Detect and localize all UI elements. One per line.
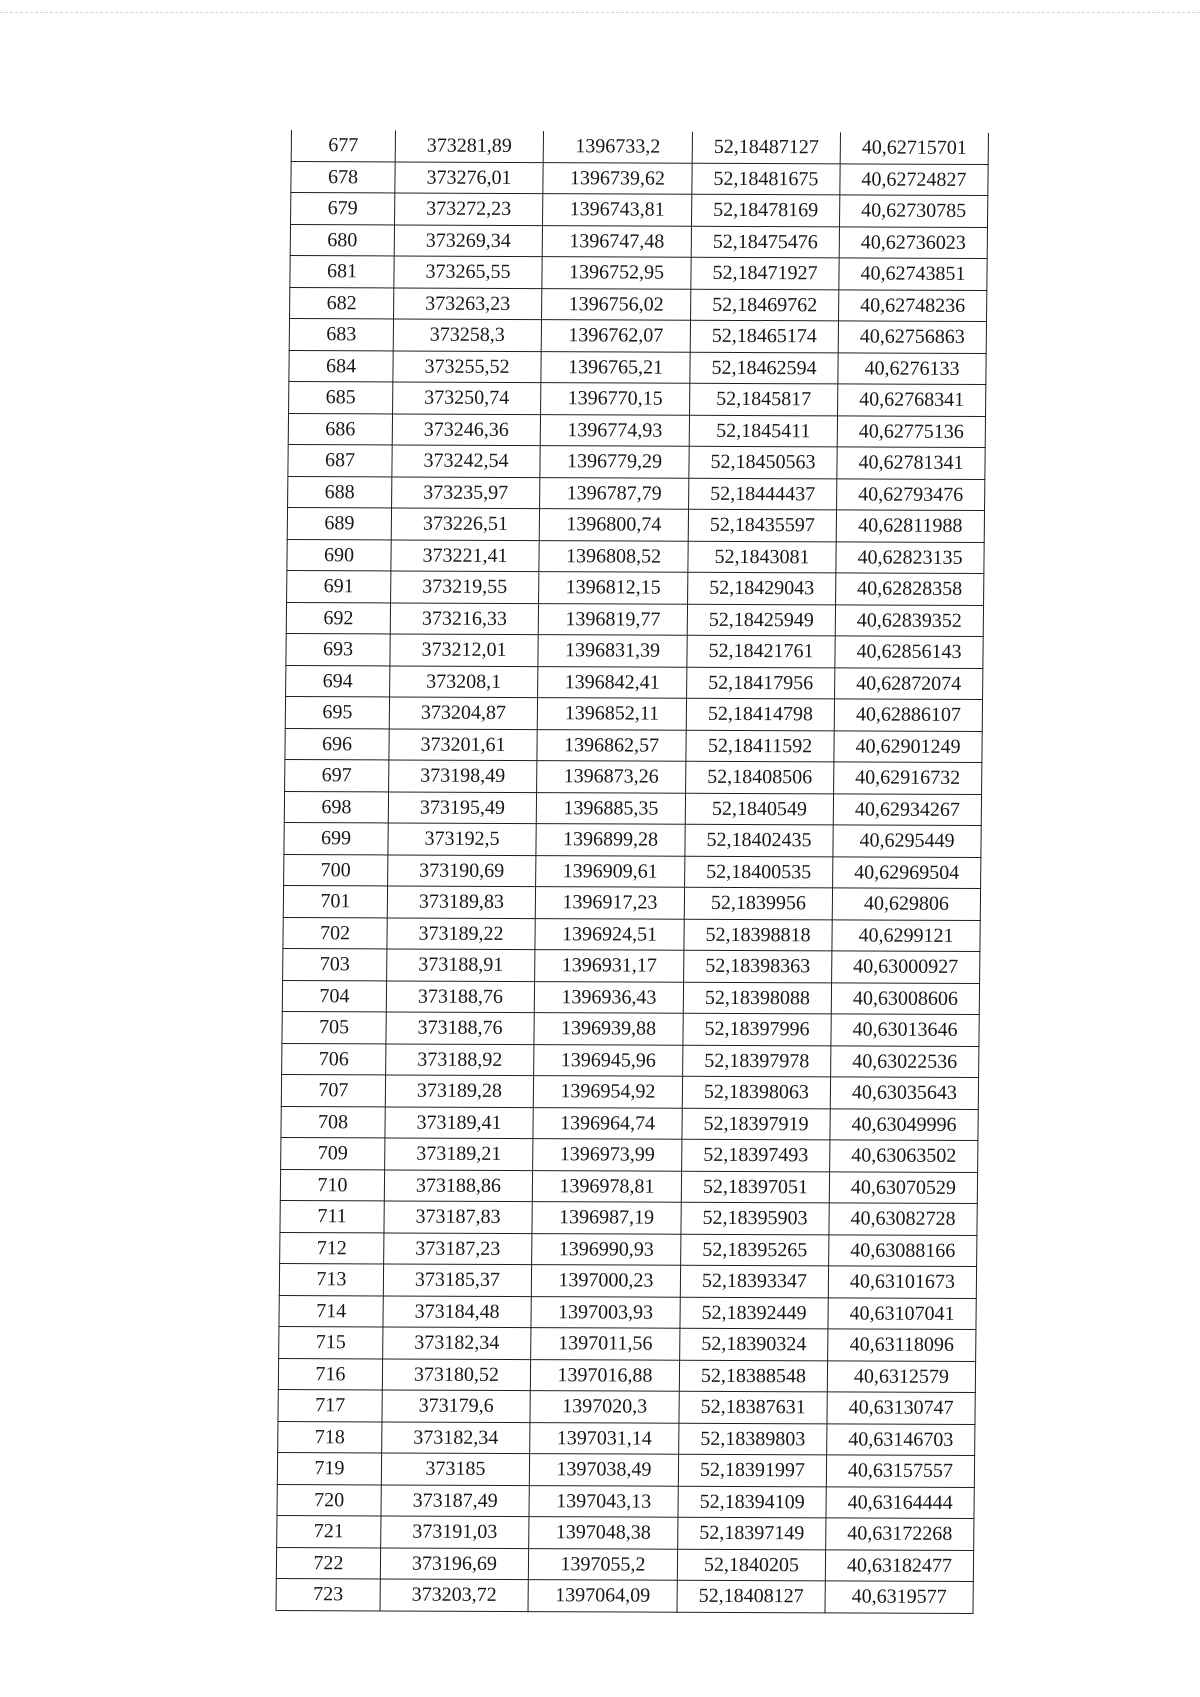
table-row xyxy=(280,1169,977,1204)
table-row xyxy=(277,1452,974,1487)
point-number-cell: 701 xyxy=(283,885,387,917)
x-coordinate-cell: 373269,34 xyxy=(394,224,542,256)
point-number-cell: 719 xyxy=(277,1452,381,1484)
x-coordinate-cell: 373221,41 xyxy=(391,539,539,571)
table-row xyxy=(281,1137,978,1172)
point-number-cell: 711 xyxy=(280,1200,384,1232)
y-coordinate-cell: 1396917,23 xyxy=(535,887,684,919)
y-coordinate-cell: 1396945,96 xyxy=(534,1044,683,1076)
point-number-cell: 697 xyxy=(285,759,389,791)
point-number-cell: 712 xyxy=(280,1232,384,1264)
y-coordinate-cell: 1396936,43 xyxy=(534,981,683,1013)
x-coordinate-cell: 373180,52 xyxy=(382,1358,530,1390)
latitude-cell: 52,18462594 xyxy=(690,352,838,384)
x-coordinate-cell: 373265,55 xyxy=(394,256,542,288)
x-coordinate-cell: 373258,3 xyxy=(393,319,541,351)
y-coordinate-cell: 1396885,35 xyxy=(536,792,685,824)
table-row xyxy=(287,507,984,542)
x-coordinate-cell: 373272,23 xyxy=(395,193,543,225)
longitude-cell: 40,629806 xyxy=(832,888,980,920)
y-coordinate-cell: 1396909,61 xyxy=(536,855,685,887)
latitude-cell: 52,18435597 xyxy=(688,509,836,541)
latitude-cell: 52,1840549 xyxy=(685,793,833,825)
latitude-cell: 52,18390324 xyxy=(680,1328,828,1360)
x-coordinate-cell: 373188,92 xyxy=(386,1043,534,1075)
table-row xyxy=(290,224,987,259)
latitude-cell: 52,18397996 xyxy=(683,1013,831,1045)
latitude-cell: 52,18397149 xyxy=(678,1517,826,1549)
table-row xyxy=(288,413,985,448)
table-row xyxy=(282,980,979,1015)
point-number-cell: 700 xyxy=(284,854,388,886)
point-number-cell: 713 xyxy=(279,1263,383,1295)
point-number-cell: 705 xyxy=(282,1011,386,1043)
longitude-cell: 40,63182477 xyxy=(825,1549,973,1581)
point-number-cell: 709 xyxy=(281,1137,385,1169)
longitude-cell: 40,62781341 xyxy=(837,447,985,479)
longitude-cell: 40,6295449 xyxy=(833,825,981,857)
y-coordinate-cell: 1396774,93 xyxy=(540,414,689,446)
y-coordinate-cell: 1396747,48 xyxy=(542,225,691,257)
x-coordinate-cell: 373242,54 xyxy=(392,445,540,477)
latitude-cell: 52,18397493 xyxy=(682,1139,830,1171)
y-coordinate-cell: 1396964,74 xyxy=(533,1107,682,1139)
longitude-cell: 40,62736023 xyxy=(839,226,987,258)
y-coordinate-cell: 1396762,07 xyxy=(541,320,690,352)
latitude-cell: 52,1845817 xyxy=(690,383,838,415)
table-row xyxy=(281,1074,978,1109)
longitude-cell: 40,6312579 xyxy=(827,1360,975,1392)
y-coordinate-cell: 1396819,77 xyxy=(538,603,687,635)
scan-top-edge-line xyxy=(0,12,1200,13)
table-row xyxy=(279,1326,976,1361)
longitude-cell: 40,6319577 xyxy=(825,1581,973,1613)
x-coordinate-cell: 373187,23 xyxy=(384,1232,532,1264)
x-coordinate-cell: 373188,76 xyxy=(386,1012,534,1044)
latitude-cell: 52,18397978 xyxy=(683,1045,831,1077)
point-number-cell: 714 xyxy=(279,1295,383,1327)
latitude-cell: 52,18395265 xyxy=(681,1234,829,1266)
x-coordinate-cell: 373189,41 xyxy=(385,1106,533,1138)
y-coordinate-cell: 1397020,3 xyxy=(530,1391,679,1423)
table-row xyxy=(289,319,986,354)
x-coordinate-cell: 373189,22 xyxy=(387,917,535,949)
latitude-cell: 52,18421761 xyxy=(687,635,835,667)
latitude-cell: 52,18444437 xyxy=(689,478,837,510)
y-coordinate-cell: 1396939,88 xyxy=(534,1013,683,1045)
longitude-cell: 40,63049996 xyxy=(830,1108,978,1140)
x-coordinate-cell: 373185 xyxy=(381,1453,529,1485)
latitude-cell: 52,18398063 xyxy=(682,1076,830,1108)
table-row xyxy=(287,539,984,574)
x-coordinate-cell: 373195,49 xyxy=(388,791,536,823)
table-row xyxy=(280,1232,977,1267)
x-coordinate-cell: 373276,01 xyxy=(395,161,543,193)
y-coordinate-cell: 1397055,2 xyxy=(528,1548,677,1580)
latitude-cell: 52,18471927 xyxy=(691,257,839,289)
longitude-cell: 40,62901249 xyxy=(834,730,982,762)
longitude-cell: 40,63172268 xyxy=(826,1518,974,1550)
latitude-cell: 52,18481675 xyxy=(692,163,840,195)
longitude-cell: 40,63063502 xyxy=(830,1140,978,1172)
table-row xyxy=(284,822,981,857)
y-coordinate-cell: 1396924,51 xyxy=(535,918,684,950)
point-number-cell: 702 xyxy=(283,917,387,949)
point-number-cell: 679 xyxy=(291,193,395,225)
longitude-cell: 40,63000927 xyxy=(832,951,980,983)
latitude-cell: 52,18391997 xyxy=(678,1454,826,1486)
longitude-cell: 40,62775136 xyxy=(837,415,985,447)
x-coordinate-cell: 373198,49 xyxy=(389,760,537,792)
longitude-cell: 40,62730785 xyxy=(839,195,987,227)
latitude-cell: 52,18393347 xyxy=(680,1265,828,1297)
longitude-cell: 40,62969504 xyxy=(833,856,981,888)
table-row xyxy=(279,1295,976,1330)
longitude-cell: 40,63070529 xyxy=(829,1171,977,1203)
x-coordinate-cell: 373188,91 xyxy=(387,949,535,981)
point-number-cell: 699 xyxy=(284,822,388,854)
latitude-cell: 52,18389803 xyxy=(679,1423,827,1455)
table-row xyxy=(286,633,983,668)
point-number-cell: 707 xyxy=(281,1074,385,1106)
latitude-cell: 52,18394109 xyxy=(678,1486,826,1518)
x-coordinate-cell: 373201,61 xyxy=(389,728,537,760)
y-coordinate-cell: 1396862,57 xyxy=(537,729,686,761)
point-number-cell: 682 xyxy=(290,287,394,319)
table-row xyxy=(291,161,988,196)
point-number-cell: 691 xyxy=(287,570,391,602)
latitude-cell: 52,18397051 xyxy=(681,1171,829,1203)
table-row xyxy=(280,1200,977,1235)
point-number-cell: 683 xyxy=(289,319,393,351)
x-coordinate-cell: 373263,23 xyxy=(394,287,542,319)
x-coordinate-cell: 373187,83 xyxy=(384,1201,532,1233)
y-coordinate-cell: 1396990,93 xyxy=(532,1233,681,1265)
coordinates-table xyxy=(275,130,988,1614)
point-number-cell: 715 xyxy=(279,1326,383,1358)
x-coordinate-cell: 373216,33 xyxy=(390,602,538,634)
table-row xyxy=(286,602,983,637)
y-coordinate-cell: 1396808,52 xyxy=(539,540,688,572)
point-number-cell: 721 xyxy=(277,1515,381,1547)
table-row xyxy=(283,948,980,983)
table-row xyxy=(289,350,986,385)
latitude-cell: 52,18487127 xyxy=(692,132,840,164)
table-row xyxy=(286,665,983,700)
latitude-cell: 52,18392449 xyxy=(680,1297,828,1329)
point-number-cell: 686 xyxy=(288,413,392,445)
longitude-cell: 40,62828358 xyxy=(836,573,984,605)
y-coordinate-cell: 1397064,09 xyxy=(528,1580,677,1612)
table-row xyxy=(277,1515,974,1550)
longitude-cell: 40,63146703 xyxy=(827,1423,975,1455)
x-coordinate-cell: 373250,74 xyxy=(393,382,541,414)
table-row xyxy=(290,256,987,291)
longitude-cell: 40,63088166 xyxy=(829,1234,977,1266)
x-coordinate-cell: 373188,76 xyxy=(386,980,534,1012)
longitude-cell: 40,62768341 xyxy=(838,384,986,416)
table-row xyxy=(283,917,980,952)
point-number-cell: 677 xyxy=(291,130,395,161)
longitude-cell: 40,62756863 xyxy=(838,321,986,353)
latitude-cell: 52,18414798 xyxy=(686,698,834,730)
table-row xyxy=(284,854,981,889)
longitude-cell: 40,62724827 xyxy=(840,163,988,195)
table-row xyxy=(287,570,984,605)
table-row xyxy=(288,444,985,479)
table-row xyxy=(282,1043,979,1078)
y-coordinate-cell: 1396873,26 xyxy=(537,761,686,793)
longitude-cell: 40,63107041 xyxy=(828,1297,976,1329)
y-coordinate-cell: 1396899,28 xyxy=(536,824,685,856)
point-number-cell: 717 xyxy=(278,1389,382,1421)
longitude-cell: 40,62872074 xyxy=(835,667,983,699)
table-row xyxy=(278,1389,975,1424)
latitude-cell: 52,18475476 xyxy=(691,226,839,258)
latitude-cell: 52,18402435 xyxy=(685,824,833,856)
latitude-cell: 52,1839956 xyxy=(684,887,832,919)
longitude-cell: 40,6299121 xyxy=(832,919,980,951)
latitude-cell: 52,18387631 xyxy=(679,1391,827,1423)
x-coordinate-cell: 373184,48 xyxy=(383,1295,531,1327)
point-number-cell: 693 xyxy=(286,633,390,665)
longitude-cell: 40,63008606 xyxy=(831,982,979,1014)
latitude-cell: 52,18400535 xyxy=(685,856,833,888)
point-number-cell: 685 xyxy=(289,381,393,413)
point-number-cell: 718 xyxy=(278,1421,382,1453)
latitude-cell: 52,1843081 xyxy=(688,541,836,573)
x-coordinate-cell: 373281,89 xyxy=(395,130,543,162)
table-row xyxy=(285,728,982,763)
y-coordinate-cell: 1397011,56 xyxy=(531,1328,680,1360)
table-row xyxy=(279,1263,976,1298)
point-number-cell: 687 xyxy=(288,444,392,476)
y-coordinate-cell: 1396831,39 xyxy=(538,635,687,667)
y-coordinate-cell: 1396739,62 xyxy=(543,162,692,194)
x-coordinate-cell: 373189,21 xyxy=(385,1138,533,1170)
x-coordinate-cell: 373219,55 xyxy=(391,571,539,603)
point-number-cell: 680 xyxy=(290,224,394,256)
point-number-cell: 708 xyxy=(281,1106,385,1138)
table-row xyxy=(291,193,988,228)
table-row xyxy=(278,1358,975,1393)
longitude-cell: 40,62823135 xyxy=(836,541,984,573)
point-number-cell: 694 xyxy=(286,665,390,697)
latitude-cell: 52,18408506 xyxy=(686,761,834,793)
x-coordinate-cell: 373190,69 xyxy=(388,854,536,886)
point-number-cell: 681 xyxy=(290,256,394,288)
table-row xyxy=(285,759,982,794)
longitude-cell: 40,63118096 xyxy=(828,1329,976,1361)
latitude-cell: 52,1840205 xyxy=(677,1549,825,1581)
y-coordinate-cell: 1397031,14 xyxy=(530,1422,679,1454)
point-number-cell: 692 xyxy=(286,602,390,634)
table-row xyxy=(282,1011,979,1046)
x-coordinate-cell: 373188,86 xyxy=(384,1169,532,1201)
y-coordinate-cell: 1396842,41 xyxy=(538,666,687,698)
coordinates-table-body xyxy=(276,130,988,1613)
y-coordinate-cell: 1396779,29 xyxy=(540,446,689,478)
point-number-cell: 698 xyxy=(284,791,388,823)
y-coordinate-cell: 1396743,81 xyxy=(543,194,692,226)
y-coordinate-cell: 1396987,19 xyxy=(532,1202,681,1234)
x-coordinate-cell: 373226,51 xyxy=(391,508,539,540)
latitude-cell: 52,18395903 xyxy=(681,1202,829,1234)
y-coordinate-cell: 1396852,11 xyxy=(537,698,686,730)
x-coordinate-cell: 373182,34 xyxy=(383,1327,531,1359)
latitude-cell: 52,18450563 xyxy=(689,446,837,478)
latitude-cell: 52,1845411 xyxy=(689,415,837,447)
x-coordinate-cell: 373235,97 xyxy=(392,476,540,508)
y-coordinate-cell: 1396973,99 xyxy=(533,1139,682,1171)
x-coordinate-cell: 373191,03 xyxy=(381,1516,529,1548)
x-coordinate-cell: 373187,49 xyxy=(381,1484,529,1516)
x-coordinate-cell: 373189,28 xyxy=(385,1075,533,1107)
longitude-cell: 40,63022536 xyxy=(831,1045,979,1077)
point-number-cell: 703 xyxy=(283,948,387,980)
longitude-cell: 40,62811988 xyxy=(836,510,984,542)
table-row xyxy=(278,1421,975,1456)
table-row xyxy=(288,476,985,511)
point-number-cell: 689 xyxy=(287,507,391,539)
point-number-cell: 720 xyxy=(277,1484,381,1516)
latitude-cell: 52,18408127 xyxy=(677,1580,825,1612)
latitude-cell: 52,18411592 xyxy=(686,730,834,762)
table-row xyxy=(276,1578,973,1613)
x-coordinate-cell: 373203,72 xyxy=(380,1579,528,1611)
table-row xyxy=(283,885,980,920)
table-row xyxy=(289,381,986,416)
y-coordinate-cell: 1397016,88 xyxy=(530,1359,679,1391)
longitude-cell: 40,63101673 xyxy=(828,1266,976,1298)
x-coordinate-cell: 373208,1 xyxy=(390,665,538,697)
y-coordinate-cell: 1397048,38 xyxy=(529,1517,678,1549)
x-coordinate-cell: 373204,87 xyxy=(389,697,537,729)
latitude-cell: 52,18398818 xyxy=(684,919,832,951)
point-number-cell: 678 xyxy=(291,161,395,193)
longitude-cell: 40,63157557 xyxy=(826,1455,974,1487)
point-number-cell: 723 xyxy=(276,1578,380,1610)
longitude-cell: 40,62916732 xyxy=(834,762,982,794)
y-coordinate-cell: 1396752,95 xyxy=(542,257,691,289)
x-coordinate-cell: 373185,37 xyxy=(383,1264,531,1296)
longitude-cell: 40,6276133 xyxy=(838,352,986,384)
latitude-cell: 52,18465174 xyxy=(690,320,838,352)
point-number-cell: 690 xyxy=(287,539,391,571)
latitude-cell: 52,18429043 xyxy=(688,572,836,604)
x-coordinate-cell: 373182,34 xyxy=(382,1421,530,1453)
x-coordinate-cell: 373179,6 xyxy=(382,1390,530,1422)
x-coordinate-cell: 373189,83 xyxy=(387,886,535,918)
table-row xyxy=(276,1547,973,1582)
longitude-cell: 40,63164444 xyxy=(826,1486,974,1518)
latitude-cell: 52,18398088 xyxy=(683,982,831,1014)
latitude-cell: 52,18388548 xyxy=(679,1360,827,1392)
point-number-cell: 710 xyxy=(280,1169,384,1201)
point-number-cell: 696 xyxy=(285,728,389,760)
y-coordinate-cell: 1396931,17 xyxy=(535,950,684,982)
table-row xyxy=(284,791,981,826)
point-number-cell: 716 xyxy=(278,1358,382,1390)
x-coordinate-cell: 373196,69 xyxy=(380,1547,528,1579)
y-coordinate-cell: 1397003,93 xyxy=(531,1296,680,1328)
table-row xyxy=(277,1484,974,1519)
table-row xyxy=(281,1106,978,1141)
longitude-cell: 40,62748236 xyxy=(839,289,987,321)
longitude-cell: 40,63035643 xyxy=(830,1077,978,1109)
table-row xyxy=(285,696,982,731)
y-coordinate-cell: 1396765,21 xyxy=(541,351,690,383)
y-coordinate-cell: 1397000,23 xyxy=(531,1265,680,1297)
latitude-cell: 52,18397919 xyxy=(682,1108,830,1140)
latitude-cell: 52,18478169 xyxy=(692,194,840,226)
point-number-cell: 684 xyxy=(289,350,393,382)
longitude-cell: 40,62793476 xyxy=(837,478,985,510)
longitude-cell: 40,62743851 xyxy=(839,258,987,290)
table-row xyxy=(291,130,988,164)
table-row xyxy=(290,287,987,322)
point-number-cell: 722 xyxy=(276,1547,380,1579)
y-coordinate-cell: 1396954,92 xyxy=(533,1076,682,1108)
y-coordinate-cell: 1396770,15 xyxy=(541,383,690,415)
longitude-cell: 40,62839352 xyxy=(835,604,983,636)
longitude-cell: 40,63082728 xyxy=(829,1203,977,1235)
latitude-cell: 52,18398363 xyxy=(684,950,832,982)
x-coordinate-cell: 373246,36 xyxy=(392,413,540,445)
longitude-cell: 40,62886107 xyxy=(834,699,982,731)
x-coordinate-cell: 373212,01 xyxy=(390,634,538,666)
longitude-cell: 40,62715701 xyxy=(840,132,988,164)
latitude-cell: 52,18469762 xyxy=(691,289,839,321)
x-coordinate-cell: 373192,5 xyxy=(388,823,536,855)
longitude-cell: 40,63130747 xyxy=(827,1392,975,1424)
point-number-cell: 688 xyxy=(288,476,392,508)
x-coordinate-cell: 373255,52 xyxy=(393,350,541,382)
y-coordinate-cell: 1396733,2 xyxy=(543,131,692,163)
point-number-cell: 706 xyxy=(282,1043,386,1075)
y-coordinate-cell: 1397043,13 xyxy=(529,1485,678,1517)
y-coordinate-cell: 1396756,02 xyxy=(542,288,691,320)
longitude-cell: 40,63013646 xyxy=(831,1014,979,1046)
y-coordinate-cell: 1396787,79 xyxy=(540,477,689,509)
longitude-cell: 40,62856143 xyxy=(835,636,983,668)
y-coordinate-cell: 1396800,74 xyxy=(539,509,688,541)
y-coordinate-cell: 1396978,81 xyxy=(532,1170,681,1202)
point-number-cell: 704 xyxy=(282,980,386,1012)
latitude-cell: 52,18417956 xyxy=(687,667,835,699)
longitude-cell: 40,62934267 xyxy=(833,793,981,825)
y-coordinate-cell: 1397038,49 xyxy=(529,1454,678,1486)
point-number-cell: 695 xyxy=(285,696,389,728)
y-coordinate-cell: 1396812,15 xyxy=(539,572,688,604)
latitude-cell: 52,18425949 xyxy=(687,604,835,636)
